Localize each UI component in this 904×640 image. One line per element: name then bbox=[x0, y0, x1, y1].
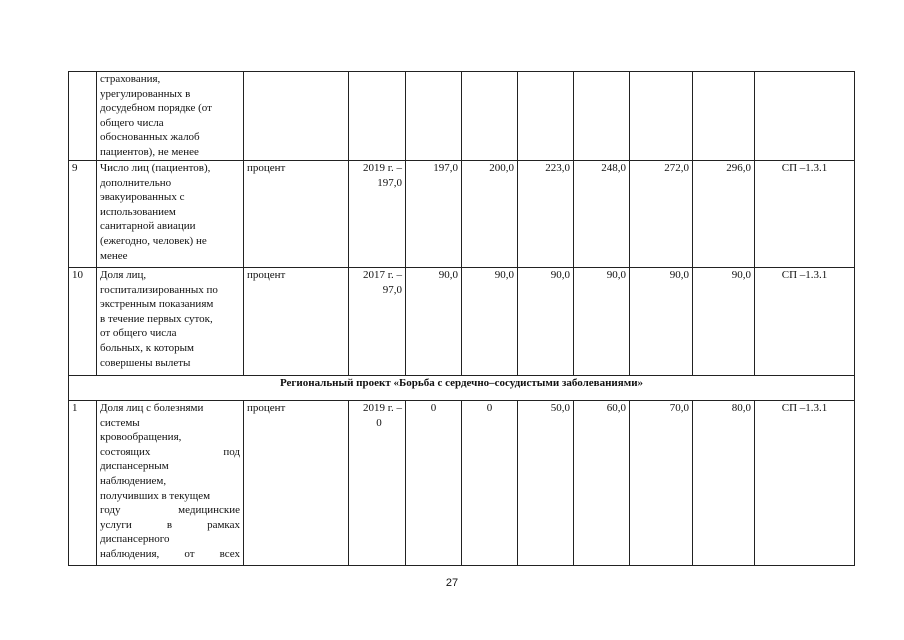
unit-cell: процент bbox=[244, 401, 349, 566]
description-line: досудебном порядке (от bbox=[100, 102, 212, 115]
description-line: пациентов), не менее bbox=[100, 145, 199, 158]
description-line: (ежегодно, человек) не bbox=[100, 234, 207, 247]
base-value-cell bbox=[349, 72, 406, 161]
value-cell: 50,0 bbox=[518, 401, 574, 566]
code-cell: СП –1.3.1 bbox=[755, 268, 855, 376]
base-number: 97,0 bbox=[382, 283, 402, 296]
description-line: общего числа bbox=[100, 116, 164, 129]
value-cell: 200,0 bbox=[462, 161, 518, 268]
base-value-cell bbox=[349, 268, 406, 376]
description-line: менее bbox=[100, 249, 128, 262]
value-cell: 60,0 bbox=[574, 401, 630, 566]
value-cell: 223,0 bbox=[518, 161, 574, 268]
description-line: диспансерным bbox=[100, 460, 169, 473]
description-line: эвакуированных с bbox=[100, 191, 185, 204]
base-value-cell bbox=[349, 161, 406, 268]
description-line: наблюдением, bbox=[100, 474, 167, 487]
description-line: экстренным показаниям bbox=[100, 298, 214, 311]
description-line: кровообращения, bbox=[100, 431, 182, 444]
value-cell bbox=[462, 72, 518, 161]
value-cell: 248,0 bbox=[574, 161, 630, 268]
code-cell: СП –1.3.1 bbox=[755, 161, 855, 268]
row-number: 1 bbox=[69, 401, 97, 566]
indicators-table bbox=[68, 71, 855, 566]
row-number: 10 bbox=[69, 268, 97, 376]
value-cell: 0 bbox=[406, 401, 462, 566]
description-line: дополнительно bbox=[100, 176, 172, 189]
description-line: страхования, bbox=[100, 73, 161, 85]
value-cell: 70,0 bbox=[630, 401, 693, 566]
value-cell: 90,0 bbox=[693, 268, 755, 376]
description-line: совершены вылеты bbox=[100, 356, 191, 369]
base-number: 0 bbox=[376, 416, 382, 429]
description-line: Число лиц (пациентов), bbox=[100, 162, 211, 174]
base-year: 2019 г. – bbox=[362, 162, 402, 174]
value-cell bbox=[574, 72, 630, 161]
table-row bbox=[69, 72, 855, 161]
description-line: больных, к которым bbox=[100, 341, 194, 354]
description-line: наблюдения, от всех bbox=[100, 547, 240, 560]
base-number: 197,0 bbox=[377, 176, 402, 189]
section-row bbox=[69, 376, 855, 401]
value-cell: 90,0 bbox=[406, 268, 462, 376]
value-cell: 90,0 bbox=[462, 268, 518, 376]
value-cell bbox=[518, 72, 574, 161]
indicator-description bbox=[97, 72, 244, 161]
base-value-cell bbox=[349, 401, 406, 566]
code-cell bbox=[755, 72, 855, 161]
value-cell: 272,0 bbox=[630, 161, 693, 268]
description-line: системы bbox=[100, 416, 140, 429]
code-cell: СП –1.3.1 bbox=[755, 401, 855, 566]
value-cell: 90,0 bbox=[630, 268, 693, 376]
description-line: от общего числа bbox=[100, 327, 177, 340]
indicator-description bbox=[97, 268, 244, 376]
description-line: Доля лиц, bbox=[100, 269, 147, 281]
indicator-description bbox=[97, 401, 244, 566]
table-row bbox=[69, 268, 855, 376]
row-number bbox=[69, 72, 97, 161]
section-title: Региональный проект «Борьба с сердечно–сосудистыми заболеваниями» bbox=[69, 376, 855, 401]
description-line: использованием bbox=[100, 205, 176, 218]
value-cell: 90,0 bbox=[574, 268, 630, 376]
value-cell bbox=[630, 72, 693, 161]
value-cell: 80,0 bbox=[693, 401, 755, 566]
value-cell bbox=[406, 72, 462, 161]
description-line: санитарной авиации bbox=[100, 220, 196, 233]
description-line: урегулированных в bbox=[100, 87, 191, 100]
table-row bbox=[69, 401, 855, 566]
value-cell: 197,0 bbox=[406, 161, 462, 268]
unit-cell bbox=[244, 72, 349, 161]
base-year: 2019 г. – bbox=[362, 402, 402, 414]
page-number: 27 bbox=[445, 577, 459, 589]
description-line: Доля лиц с болезнями bbox=[100, 402, 204, 414]
row-number: 9 bbox=[69, 161, 97, 268]
description-line: в течение первых суток, bbox=[100, 312, 213, 325]
unit-cell: процент bbox=[244, 268, 349, 376]
base-year: 2017 г. – bbox=[362, 269, 402, 281]
description-line: услуги в рамках bbox=[100, 518, 240, 531]
description-line: году медицинские bbox=[100, 504, 240, 517]
indicator-description bbox=[97, 161, 244, 268]
value-cell: 296,0 bbox=[693, 161, 755, 268]
description-line: обоснованных жалоб bbox=[100, 131, 200, 144]
description-line: получивших в текущем bbox=[100, 489, 211, 502]
description-line: диспансерного bbox=[100, 533, 170, 546]
unit-cell: процент bbox=[244, 161, 349, 268]
value-cell: 90,0 bbox=[518, 268, 574, 376]
value-cell bbox=[693, 72, 755, 161]
description-line: состоящих под bbox=[100, 445, 240, 458]
description-line: госпитализированных по bbox=[100, 283, 218, 296]
value-cell: 0 bbox=[462, 401, 518, 566]
table-row bbox=[69, 161, 855, 268]
